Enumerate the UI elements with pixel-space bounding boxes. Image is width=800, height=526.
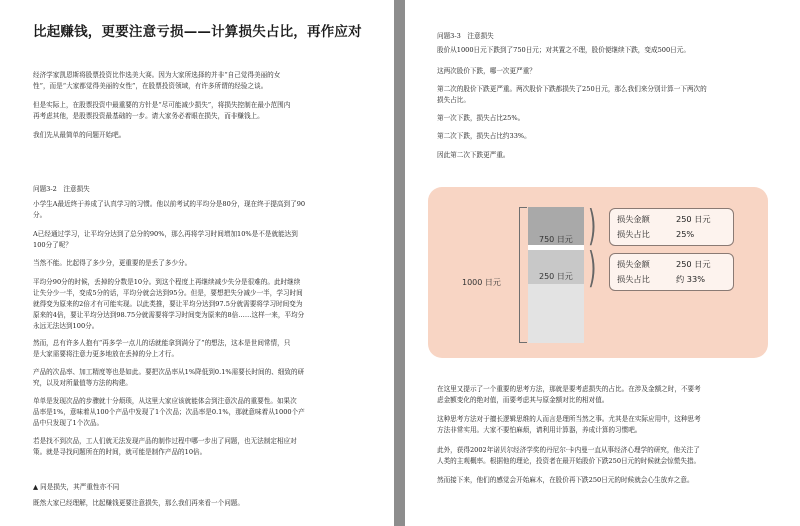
paragraph-line: 是大家需要将注意力更多地放在丢掉的分上才行。 [33, 350, 179, 358]
paragraph-line: 分。 [33, 211, 47, 219]
info-value-loss-amount: 250 日元 [676, 214, 711, 224]
paragraph-line: 让失分少一半，变成5分的话，平均分就会达到95分。但是，要想把失分减少一半，学习时间 [33, 289, 303, 297]
info-label-loss-ratio: 损失占比 [617, 229, 650, 239]
paragraph-line: 然而接下来，他们的感觉会开始麻木，在股价再下跌250日元的时候就会心生放弃之意。 [437, 476, 694, 484]
paragraph-line: 人类的主观概率。根据他的理论，投资者在最开始股价下跌250日元的时候就会惊慌失措。 [437, 457, 701, 465]
info-box-first-decline [609, 208, 734, 246]
paragraph-line: 第二次的股价下跌更严重。两次股价下跌都损失了250日元，那么我们来分别计算一下两次的 [437, 85, 707, 93]
paragraph-line: 平均分90分的时候，丢掉的分数是10分。到这个程度上再继续减少失分是很难的。此时继续 [33, 278, 301, 286]
paragraph-line: 品率是1%，意味着从100个产品中发现了1个次品；次品率是0.1%，那就意味着从1000个产 [33, 408, 305, 416]
info-label-loss-amount: 损失金额 [617, 214, 650, 224]
axis-top-tick [519, 207, 527, 208]
paragraph-line: 再考虑其他，是股票投资最基础的一步。请大家务必着眼在损失，而非赚钱上。 [33, 112, 264, 120]
paragraph-line: 当然不能。比起得了多少分，更重要的是丢了多少分。 [33, 259, 192, 267]
paragraph-line: 永远无法达到100分。 [33, 322, 99, 330]
section-heading: 问题3-2 注意损失 [33, 185, 90, 193]
bar-label-750: 750 日元 [539, 235, 573, 244]
paragraph-line: 经济学家凯恩斯将股票投资比作选美大赛。因为大家所选择的并非“自己觉得美丽的女 [33, 71, 281, 79]
paragraph-line: 虑金额变化的绝对值，而要考虑其与原金额对比的相对值。 [437, 396, 609, 404]
paragraph-line: 第二次下跌，损失占比约33%。 [437, 132, 531, 140]
paragraph-line: 此外，获得2002年诺贝尔经济学奖的丹尼尔·卡内曼一直从事经济心理学的研究，他关注了 [437, 446, 700, 454]
axis-bottom-tick [519, 342, 527, 343]
paragraph-line: 品中只发现了1个次品。 [33, 419, 104, 427]
axis-label-1000: 1000 日元 [462, 278, 501, 287]
info-value-loss-amount: 250 日元 [676, 259, 711, 269]
page-gutter [394, 0, 405, 526]
paragraph-line: 性”，而是“大家都觉得美丽的女性”，在股票投资领域，有许多所谓的经验之谈。 [33, 82, 268, 90]
paragraph-line: 我们先从最简单的问题开始吧。 [33, 131, 126, 139]
bar-label-250: 250 日元 [539, 272, 573, 281]
paragraph-line: 第一次下跌，损失占比25%。 [437, 114, 525, 122]
paragraph-line: 然而，总有许多人抱有“再多学一点儿的话就能拿到满分了”的想法，这本是世间常情，只 [33, 339, 291, 347]
paragraph-line: 小学生A最近终于养成了认真学习的习惯。他以前考试的平均分是80分，现在终于提高到了90 [33, 200, 306, 208]
bracket-first-icon: ) [588, 201, 597, 250]
paragraph-line: 因此第二次下跌更严重。 [437, 151, 510, 159]
left-page [0, 0, 394, 526]
axis-vertical-line [519, 207, 520, 343]
info-value-loss-ratio: 25% [676, 229, 695, 239]
paragraph-line: 在这里又提示了一个重要的思考方法，那就是要考虑损失的占比。在涉及金额之时，不要考 [437, 385, 701, 393]
bracket-second-icon: ) [588, 243, 597, 292]
info-label-loss-amount: 损失金额 [617, 259, 650, 269]
paragraph-line: 产品的次品率、加工精度等也是如此。要把次品率从1%降低到0.1%需要长时间的、细致的研 [33, 368, 305, 376]
paragraph-line: 策。就是寻找问题所在的时间，就可能是制作产品的10倍。 [33, 448, 207, 456]
paragraph-line: 100分了呢？ [33, 241, 72, 249]
paragraph-line: 这种思考方法对于擅长逻辑思维的人而言是理所当然之事。尤其是在实际应用中，这种思考 [437, 415, 701, 423]
bar-segment-remaining [528, 284, 584, 343]
paragraph-line: 究，以及对所量值等方法的构建。 [33, 379, 132, 387]
info-box-second-decline [609, 253, 734, 291]
stock-decline-figure [428, 187, 768, 358]
paragraph-line: A已经通过学习，让平均分达到了总分的90%，那么再将学习时间增加10%是不是就能达到 [33, 230, 298, 238]
paragraph-line: 这两次股价下跌，哪一次更严重？ [437, 67, 536, 75]
paragraph-line: 若是找不到次品，工人们就无法发现产品的制作过程中哪一步出了问题，也无法制定相应对 [33, 437, 297, 445]
paragraph-line: 既然大家已经理解，比起赚钱更要注意损失，那么我们再来看一个问题。 [33, 499, 244, 507]
chapter-title: 比起赚钱，更要注意亏损——计算损失占比，再作应对 [33, 24, 362, 40]
paragraph-line: 方法非常实用。大家不要怕麻烦，请利用计算器，养成计算的习惯吧。 [437, 426, 642, 434]
paragraph-line: 就得变为原来的2倍才有可能实现。以此类推，要让平均分达到97.5分就需要将学习时间变为 [33, 300, 303, 308]
info-label-loss-ratio: 损失占比 [617, 274, 650, 284]
paragraph-line: 股价从1000日元下跌到了750日元；对其置之不理，股价便继续下跌，变成500日元。 [437, 46, 690, 54]
paragraph-line: 单单是发现次品的步骤就十分烦琐，从这里大家应该就能体会到注意次品的重要性。如果次 [33, 397, 297, 405]
paragraph-line: 损失占比。 [437, 96, 470, 104]
subsection-heading: ▲ 同是损失，其严重性亦不同 [33, 483, 120, 491]
section-heading: 问题3-3 注意损失 [437, 32, 494, 40]
info-value-loss-ratio: 约 33% [676, 274, 705, 284]
paragraph-line: 但是实际上，在股票投资中最重要的方针是“尽可能减少损失”，将损失控制在最小范围内 [33, 101, 291, 109]
paragraph-line: 原来的4倍，要让平均分达到98.75分就需要将学习时间变为原来的8倍……这样一来，平均分 [33, 311, 305, 319]
